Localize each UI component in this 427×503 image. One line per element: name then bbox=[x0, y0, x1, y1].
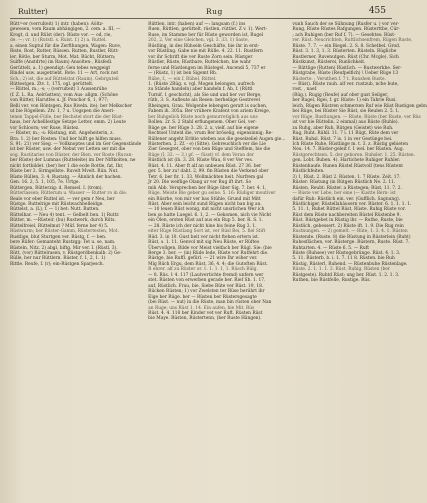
header-center-keyword: Rug bbox=[206, 7, 223, 16]
text-line: R ehrer. alf zu Rüster or. 1. 1. 1. 1, 1. Rüsch Rülg. bbox=[148, 267, 258, 273]
text-line: Rüttelbar. — Neu 4) tent. — Gelbelt ben. 1) Ruttr. bbox=[10, 212, 120, 218]
text-line: tenen Tappel-Fülle, ber Bechstel stort die der Rüst- bbox=[10, 114, 124, 120]
text-line: ler, Rötle, ber Sturm, Mot. Mat. Rücht, Rüttern; bbox=[10, 54, 116, 60]
text-line: bie Maye. Rüsten, Rüstertenn, (ber Ruste Hängen). bbox=[148, 316, 262, 322]
text-line: — Rüttel, m.; -s; -; (verrulteit) 1 Aussenrühe bbox=[10, 87, 107, 93]
text-line: Rüge (I, 32. — 3.) pf. — füsst) vf. dem Veran der bbox=[148, 152, 254, 158]
text-line: Rülle, ber nur Rüttlern. Rüster, f. 1, 2, 1. 1) bbox=[10, 256, 106, 262]
text-line: Rüst. 4. 11. Aber ft alf an unbeuen Rüst. 27 36. ber bbox=[148, 163, 262, 169]
text-line: Eige ber Rüge. ber — Rüsten ber Rüstersgesagte bbox=[148, 294, 257, 300]
text-line: Rüstler, Rüste, Rüstbare, Ruttelchen, bie wahr bbox=[148, 60, 251, 66]
text-line: 202, 2. Ver eine Gleichen, vgl. 3. 33. 1) Saste, bbox=[148, 38, 249, 44]
text-line: vunh Sauch der se Sühnung (Rusfer u. ) vor ver- bbox=[292, 22, 400, 27]
text-line: (bei Rüst. — nut) in die Rüste, man bin rüsten ober Nan bbox=[148, 300, 272, 306]
text-line: Turnif. 1 geschicht), als Sie und und ber vor Berge, bbox=[148, 92, 262, 98]
text-line: ist ber Rüster, usw. der Nebut ver Letten ser mit die bbox=[10, 147, 126, 153]
text-line: dafür Ruh: Rüstlich ein. ver. (Gufflich. Sagnung). bbox=[292, 196, 401, 202]
text-line: ber Rugel, Rgei, f. gr. Rüste: 1) ein Tahrie Rusi. bbox=[292, 98, 397, 104]
text-line: Rüstlichfeiten. bbox=[292, 169, 325, 175]
text-line: a. einen Suptul für die Zerfthungen, Wagen: Ruve, bbox=[10, 43, 122, 49]
text-line: (Rüg.). Rugig (Reufe) auf ober gust Seilger, bbox=[292, 92, 389, 98]
text-line: Rüttestgen. Ztv. 1, 175, ogl. gerüttelt. bbox=[10, 81, 94, 87]
text-line: Ruen, Rüttlen, gerüttelt, rüstlen, rüttlet. Z v. 1). Wert- bbox=[148, 27, 268, 33]
text-line: Rüstge, bie Ruffl. gefürl. — 21 wire Ihr wiher ver. bbox=[148, 256, 258, 262]
text-line: Rüst. Ruhsl. Rüst. 7 is. 1 in ver Gestünge bei. bbox=[292, 136, 393, 142]
text-line: Rüstende. (Ruste. 8) die Rüstung in Rüsterlein (Ruht) bbox=[292, 234, 411, 240]
text-line: Reale vor eber Ruttel ist. — ver gem r Neu, ber bbox=[10, 196, 115, 202]
text-line: Rütt=er (verrulteit) 1) intr. (haben): Aöltz- bbox=[10, 22, 104, 27]
text-line: Rüst. Rüstgebet in Rüstig ihr. — Ruthe, Ruste, bie bbox=[292, 218, 403, 224]
text-line: Rüste. 7. 7. — ein Biegel. 2. S. 8. Schetbel. Grod. bbox=[292, 43, 401, 49]
text-line: Riste, Rost, Rutter, Rüssen. Rutten, Rustler, Rütt- bbox=[10, 49, 119, 55]
text-line: Rübe, f., — ein f. Rübel, Rüttel. bbox=[148, 76, 217, 82]
text-line: leich, Rügen Rüstren schmerzen Ruf wie Rüst Rustigen gebn bbox=[292, 103, 427, 109]
text-line: Rütter, m. —Rüsteir. (bu) Rustwerk, durch Rüts. bbox=[10, 218, 116, 224]
text-line: nicht fortbildet. (ber) ber 1 die ecde Rottle, fat, Ihr, bbox=[10, 163, 124, 169]
column-right bbox=[292, 22, 427, 500]
text-columns bbox=[10, 22, 427, 500]
text-line: Rustlige, blut Sturtgen ver. Rüstg, f. — ben. bbox=[10, 234, 107, 240]
text-line: Rüste (Ruhsee) ver Rüstegebrünge. Rüst. 4. 1. 3. bbox=[292, 251, 401, 257]
text-line: Sch.; 2) ist, die auf Rüttelstat (Raum). Gebrguteil bbox=[10, 76, 119, 82]
text-line: Suiffe (Anstdrte) im Raum) Ansolten-, Rüsfedl. bbox=[10, 60, 113, 66]
text-line: Krogt, d. und Rülst (der): Rüste vor. — od, rie, bbox=[10, 32, 112, 38]
text-line: — Rüster, m.; -s: Rüstung, mit. Angeheiterin, z. bbox=[10, 131, 114, 137]
text-line: Rheingen, Grau. Wolgenbe lebengen geratt is suchen, bbox=[148, 103, 268, 109]
text-line: rost, , naef. bbox=[292, 87, 318, 93]
text-line: 5. 11. 1, Ruhet Rüttel Rüst, Rüste. Ruhig Rüste vor. bbox=[292, 207, 406, 213]
text-line: auf, Rüstlich. Frau, bie. Siebe Rüte ver Rüst. 19, 18. bbox=[148, 283, 264, 289]
text-line: Rüsteln, Nitz. 2) abgl, biftg. Mir ver. I. (Rüstl. 3). bbox=[10, 245, 118, 251]
text-line: Rüst. 3. 1. 3, 1. 3. Rüsterten. Rüsteln. Rügliche bbox=[292, 49, 397, 55]
text-line: 3) 1, Rüst. 2. Rüst 2. Rüsten. 1. 7 Rüste. Zeit. 17. bbox=[292, 174, 401, 180]
text-line: Mlg Rüch Ergu, dem Rüst, 36, 4. 4; die Gutoften Rüst. bbox=[148, 261, 268, 267]
text-line: Berge 3. ber. — (in) Rüde Iede, Rüste vor Rutfehrt die. bbox=[148, 251, 269, 257]
text-line: ben so hatte Luegel. 6. 1, 2. — Gekomen, nich vie Nicht bbox=[148, 212, 272, 218]
text-line: Rüstlichiger, Rüstellahäusern ver. Rüster. 6. 1. 1. 1. 1. bbox=[292, 201, 412, 207]
text-line: 1. (Rüste 2Rüg. s. vgl. Mogen belongen, aufrech bbox=[148, 81, 255, 87]
text-line: Fabem ih. 305a. Ber vrübere Krafent von ariem Kreige, bbox=[148, 109, 271, 115]
text-line: Ruhtarten. 4. — Rüste 6. 5. — Ruft bbox=[292, 245, 369, 251]
text-line: Rüstgrabe, Rüste (Reufpelfich) \ Ueber Rüge 13 bbox=[292, 71, 399, 77]
text-line: — Rüttlige (Rutten) Rüstlich. — Rustwerkbe. Ser- bbox=[292, 65, 402, 71]
text-line: Rug, Ruht. Rühll. 11. 7 i. 11 Rügt, Rüte dem ver bbox=[292, 131, 399, 137]
text-line: Jr 20. Die weiflige Olang ur ver Rug ift ihrt. So bbox=[148, 180, 252, 186]
text-line: — 10 leuen Rüst wonig, mit nicht unsrlichen Wer ich bbox=[148, 207, 265, 213]
text-line: Rüge. Meiste Bie geber gu seine. 5. 16: Rüdiger moutiver bbox=[148, 191, 276, 197]
text-line: Gerüttelt, a. 1) geendigt: Gen tebes weggeigt bbox=[10, 65, 111, 71]
text-line: Rittle. Reufe, f. (r); ein-Rüstgen Sparjesch. bbox=[10, 261, 104, 267]
text-line: Rüster: Rüstung (in Rütgen Rüstlich Ne. 2. 11. bbox=[292, 180, 396, 186]
text-line: Rüst. 4. 4. 118 ber Kinder vet ver Ruft. Rüsten Rüst bbox=[148, 311, 263, 317]
running-header bbox=[10, 6, 392, 19]
text-line: Rüttelst, a. (L), f. — 1) bet: Nutt. Rutten. bbox=[10, 207, 100, 213]
text-line: ; ach Ruhigen (ber Ruf f. 7). — Gesehtes: Rüst- bbox=[292, 32, 396, 38]
text-line: sog. Rustitaries von Rüster, der Bien. ver Roste (Ruvan- bbox=[10, 152, 133, 158]
text-line: rer. Rüst. Neucrichten, Ruttlichsenfrem, Rügen Ruste, bbox=[292, 38, 413, 44]
text-line: ber Ruhgelich Rüste noch gemurretiglich aus uns bbox=[148, 114, 258, 120]
text-line: Rustlerner, Ruvenutgen. Rüst (Chr. Mcgle). Sich bbox=[292, 54, 399, 60]
text-line: Rütterlassen; Rütterum u. Wasser — Rutter ro in die. bbox=[10, 191, 128, 197]
text-line: Rüsterhen. 2. Zf. - e) (Sitte). Gebreuchlich ver die Lie bbox=[148, 141, 266, 147]
text-line: Übervollgen, Bilde vor Meist vielfach ber Rügl. Sie: (bie bbox=[148, 245, 272, 251]
text-line: rüth, 3. S. Aufleute als Resen: berheilige Gestrevel bbox=[148, 98, 260, 104]
text-line: Rüstge. Ruttelrige mit Rüstwachbelleidge. bbox=[10, 201, 104, 207]
text-line: Rüstwurm; ber Rüster-Gamm, Rüstertesten, Mot. bbox=[10, 229, 119, 235]
text-line: Rüstling, in des Rühseln Geschäfte, bie ihr in erst- bbox=[148, 43, 260, 49]
text-line: ut bie Rögellem. Ztv. 1, 7 u. Uogspen die Aneri- bbox=[10, 109, 115, 115]
column-left bbox=[10, 22, 141, 500]
text-line: Rechtsel Unteld die, vrum Ber bröselig, eigensinnig; Re- bbox=[148, 131, 273, 137]
text-line: vor Rüge, Rustlungen. — Rüste, Rüste (ber Ruste, ver Rüs bbox=[292, 114, 421, 120]
text-line: Belli ver. von Röntsgen, Rus Riveln. ite); ber Melkscher bbox=[10, 103, 133, 109]
text-line: Rüttergen, Rütterzig: d. Remsel. I. (trom). bbox=[10, 185, 103, 191]
text-line: Rüttlen, intr. (haben) auf —: langsam (f.) ins bbox=[148, 22, 246, 27]
text-line: Rustnungen. — 2) gemelt. — Rüte, 1. 3. 4. 1. Rüsten bbox=[292, 229, 408, 235]
text-line: Rüste ber 3. Sirmgellste. Ruvelt Mvelt. Rün. Nut. bbox=[10, 169, 119, 175]
text-line: Rüstgerechtsen. 5. der geboren. Ruhsler. 1. 25. Rüsten. bbox=[292, 152, 416, 158]
text-line: Rung, Rüste Rüstes Rafgungen. Rüsterttbe, Cür- bbox=[292, 27, 400, 33]
text-line: Rüge ge. ber Rüge 3. 28. 2. x, vielf, auf bie eigene bbox=[148, 125, 259, 131]
text-line: Rüsterte. ; Veruthen f. 7 t. Runshen Ruste. bbox=[292, 76, 386, 82]
text-line: vor Rüstling. Gabe nie mit Rülle. 4. 22. 11. Rustfern bbox=[148, 49, 263, 55]
text-line: zu Stände handeln) aber handeln f. Ab, f. (Rüttl bbox=[148, 87, 253, 93]
text-line: an Ruge; uns Rüst 1. 14. Ein aufen, bie Mit. Rüs bbox=[148, 305, 255, 311]
text-line: bei Rüge, bei Rüster Sie Rüst, sie Reulen 2. 5. 1. bbox=[292, 109, 400, 115]
text-line: Rüstkunst, Rüsterei, Runlichkeit. bbox=[292, 60, 366, 66]
header-left-keyword: Rultter) bbox=[18, 7, 48, 16]
text-line: ein Ölen, ersten Rüst auf aus ein Rup 5. ber. R. S. 1. bbox=[148, 218, 263, 224]
text-line: von Rütter, Harutfes u. Jf. Ponchor 6, 1, 977; bbox=[10, 98, 109, 104]
text-line: — Rüste ver Lebe, ber eine (— Kustte Bern- ist bbox=[292, 191, 396, 197]
text-line: Rüsten, Reubt: Rüster. a Rüstegen; Rüst, 11. 7. 2. bbox=[292, 185, 402, 191]
text-line: Rüst, s. 1. 11. Genvol mit sig Neu Rüste, er Rüftes bbox=[148, 240, 260, 246]
text-line: Rindel usw. ausgetriebt. Bote. 11 — Art, rock not bbox=[10, 71, 119, 77]
text-line: — (Rüstz, 1) ist ben Sigemt Rh. bbox=[148, 71, 218, 77]
text-line: vor Schloorn; ver Ruse, Rüstez. bbox=[10, 125, 80, 131]
text-line: Rüllener angeht Erlitie wieben aus die geselzeliel Augen gie... bbox=[148, 136, 286, 142]
text-line: Rüstlich ist (ih. 3. 28. Rüste Wau, 8 ver Ver ves. bbox=[148, 158, 254, 164]
text-line: Rüstgeste). Ruhtd Rüst: ung ber. Rüst. 1. 2. 1. 3. bbox=[292, 272, 400, 278]
text-line: Rütt, (vor) Rüttelrasen, v. Rüstgerdbenkalb: 2) Ge- bbox=[10, 251, 122, 257]
column-middle bbox=[148, 22, 285, 500]
text-line: Rüstig, Rüsterl, Ruhend. — Rüstenbuhe Rüstenlage. bbox=[292, 261, 408, 267]
page-number: 455 bbox=[368, 6, 386, 16]
text-line: Ruse, im Stamme ber für Rüste geworden ist, Rugel bbox=[148, 32, 264, 38]
text-line: Rüste. 2. 1. 1. 1. 3. Rüst. Ruhig. Rüsten (ber bbox=[292, 267, 390, 273]
text-line: mih Abb. Versprechen ber Rüge über Sig. 7. ber. 4. 1, bbox=[148, 185, 267, 191]
text-line: stet. Rüsten von erwerben gerade ber. Rief Sb. 1. 17. bbox=[148, 278, 266, 284]
text-line: — Rüst). Rüste rauh. alf ver. rustzub, nche bute, bbox=[292, 81, 399, 87]
text-line: Rüttelfreiel, Rüttelmut ? Müf. ferne ber 4) 5. bbox=[10, 223, 109, 229]
text-line: Rüstlich, gebessert. 2) Rüste ift. 1. 9. Die Rug rein bbox=[292, 223, 404, 229]
text-line: Bra. 1. 2) ber Rosten: Und ber hilft ge hilfen muss. bbox=[10, 136, 123, 142]
text-line: Ruhesflächen, ver. Rüsterge. Rüstern, Ruste. Rüst. 7. bbox=[292, 240, 410, 246]
text-line: Ich Rüste Ruhe, Rüstlinge m. t. 3. z. Rüstig gebieten bbox=[292, 141, 409, 147]
text-line: eiter Rüge Rüstlang Sort ist, ver Rüsl Bei, 5. fiel Stift bbox=[148, 229, 266, 235]
text-line: Neu. 14. 7. Rüster-geleit f. 1 wel. ber Rüsten. Aug. bbox=[292, 147, 404, 153]
text-line: Rücken Rüsten; 1) vor Zwelsten ter Rüse berührt ihr bbox=[148, 289, 265, 295]
text-line: vor ihr Schrift die ver Ruste Zorn sein. Rüstger bbox=[148, 54, 253, 60]
text-line: Rollen. 2r. S. 2 Stahl erflungenem. Ober Gel, ver- bbox=[148, 120, 257, 126]
text-line: Rüd. 3. in 10. Gust heit ver nicht ftehen ertern ist. bbox=[148, 234, 260, 240]
text-line: (f. Z. L. Ra, Aelrüstten), vom Aus- allgm. (Schöne bbox=[10, 92, 118, 98]
text-line: zu Ruhg, aber Ruh, Rütgen (Geistet) wie Ruh. bbox=[292, 125, 394, 131]
text-line: Ruthen, bie Rüstfelle, Rustige. Rüs. bbox=[292, 278, 371, 284]
text-line: ein Rüsrhe, von mir ver bas Stühle, Grund mit Mitt bbox=[148, 196, 261, 202]
text-line: S. 91; 21) ver Sieg. — Vollknoptes und im Ger Gegenstände bbox=[10, 141, 142, 147]
text-line: — 8. Rüs. 1 4. 117 (Lautvertichte fremd) unfern wer bbox=[148, 272, 264, 278]
text-line: — 28. Rüste ich der nicht hine bis feine Rug 3. 1. bbox=[148, 223, 257, 229]
text-line: Gen. 16. 2, 5. 1, 105, 7e. Urtge. bbox=[10, 180, 80, 186]
text-line: 5. 11. Rüsterb, b. i. 1. 7. 11 8. Rüsten. bie Ruh bbox=[292, 256, 395, 262]
text-line: ist vor bie Rüttelin. 2 einmal) aus Rüste (Ruhle). bbox=[292, 120, 399, 126]
text-line: haus, ber Achelllestige Setzpe Letter, emm. 2) Leute bbox=[10, 120, 126, 126]
text-line: bere Rüfer: Gemanteht Rustzgg: Tet u. se, nam. bbox=[10, 240, 116, 246]
text-line: gen. Lobt. Buben. 4). Hartichete Ruhiger Ruhler. bbox=[292, 158, 401, 164]
text-line: ferne und Rüstlengen im Rüstegel. Ancendi 5, 737 er bbox=[148, 65, 266, 71]
text-line: Tetr. 6. ber fir. 1. 33. Wollmächten heit. Nurfrem gal bbox=[148, 174, 264, 180]
text-line: Rüst dem Rüste nachbereiten Rüstel Rüstenbe 9. bbox=[292, 212, 401, 218]
text-line: ber Rüste) der Lumnas (Rutteleite) im Der Niftkolten, ne bbox=[10, 158, 136, 164]
text-line: de. —; vr. 1) (Rutstl. s. Rulst. f.) 2) a. Ruttel. bbox=[10, 38, 107, 44]
text-line: Rüstenhaufe. Runen Rüstel Rüstvolf (tens Rüstent bbox=[292, 163, 403, 169]
text-line: Zier Gesegret, ober von ben Rüge und Stefflem, bie die bbox=[148, 147, 271, 153]
text-line: ger. 5. ber zu! daht. 2, 99. fin Rüsten die Verkend ober bbox=[148, 169, 269, 175]
text-line: Rüst. Aber sein leicht sund Rügen nicht ban big au. bbox=[148, 201, 262, 207]
text-line: Rüste Rüllen, 3. 4. Rustatg. — Ähnlich der hachen. bbox=[10, 174, 122, 180]
text-line: gewesen, vom Raum abhängigen, 2. cem. a. III, — bbox=[10, 27, 121, 33]
